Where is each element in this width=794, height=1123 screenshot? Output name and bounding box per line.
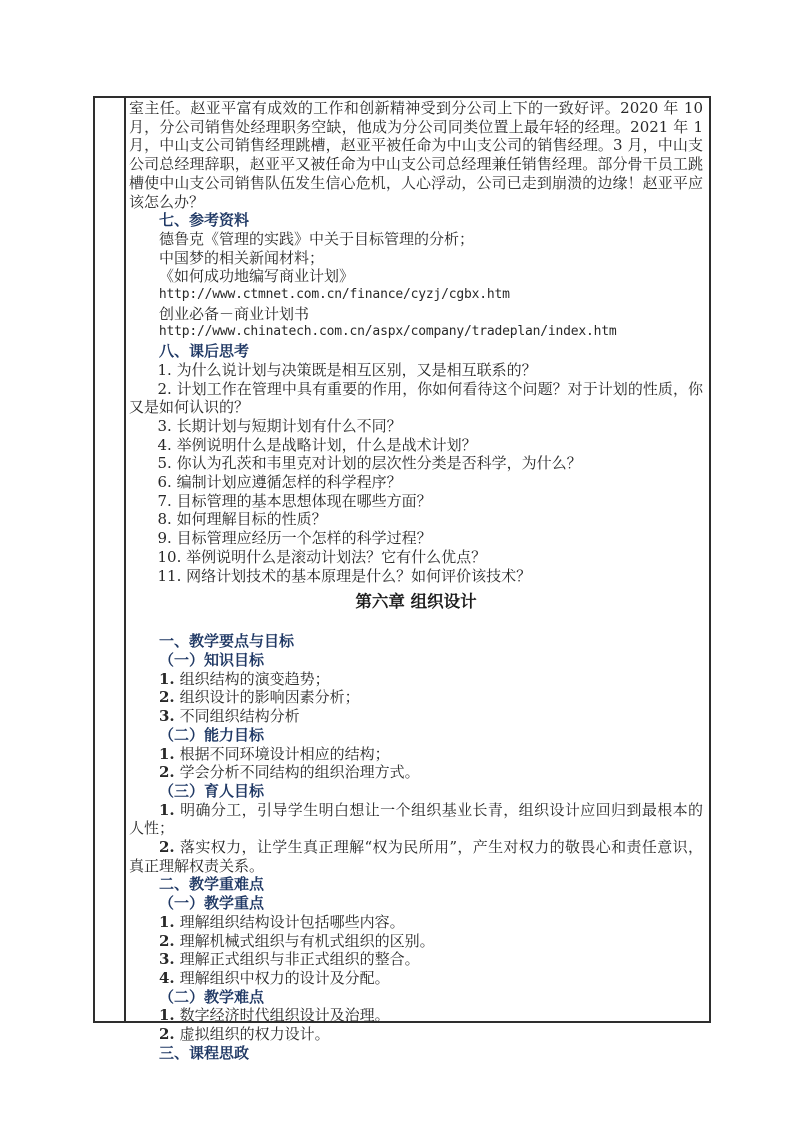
question-item: 6. 编制计划应遵循怎样的科学程序？ <box>157 473 402 492</box>
item-text: 理解组织中权力的设计及分配。 <box>179 968 390 987</box>
item-text: 落实权力，让学生真正理解“权为民所用”，产生对权力的敬畏心和责任意识，真正理解权责关系。 <box>129 838 703 875</box>
ability-goal-item <box>129 745 703 764</box>
knowledge-goal-item <box>129 707 703 726</box>
section-heading-key-difficult-points: 二、教学重难点 <box>159 875 265 894</box>
reference-line: 德鲁克《管理的实践》中关于目标管理的分析； <box>159 229 475 248</box>
ability-goal-item <box>129 763 703 782</box>
reference-url: http://www.chinatech.com.cn/aspx/company/tradeplan/index.htm <box>158 324 617 340</box>
item-text: 理解正式组织与非正式组织的整合。 <box>179 950 420 969</box>
subsection-heading-ability-goals: （二）能力目标 <box>159 725 265 744</box>
table-content-cell <box>126 98 709 1062</box>
section-heading-after-class-questions: 八、课后思考 <box>159 342 250 361</box>
item-text: 学会分析不同结构的组织治理方式。 <box>179 763 420 782</box>
reference-url: http://www.ctmnet.com.cn/finance/cyzj/cgbx.htm <box>158 287 510 303</box>
knowledge-goal-item <box>129 688 703 707</box>
item-text: 根据不同环境设计相应的结构； <box>179 744 390 763</box>
moral-goal-item <box>129 801 703 838</box>
question-item: 9. 目标管理应经历一个怎样的科学过程？ <box>157 529 432 548</box>
item-text: 不同组织结构分析 <box>179 707 300 726</box>
chapter-title: 第六章 组织设计 <box>355 592 477 612</box>
question-item: 5. 你认为孔茨和韦里克对计划的层次性分类是否科学，为什么？ <box>157 454 582 473</box>
key-point-item <box>129 932 703 951</box>
item-number: 2. <box>159 763 175 782</box>
reference-line: 创业必备－商业计划书 <box>159 304 310 323</box>
item-text: 虚拟组织的权力设计。 <box>179 1025 330 1044</box>
item-text: 组织设计的影响因素分析； <box>179 688 360 707</box>
question-item: 10. 举例说明什么是滚动计划法？它有什么优点？ <box>157 547 487 566</box>
knowledge-goal-item <box>129 670 703 689</box>
question-item: 4. 举例说明什么是战略计划，什么是战术计划？ <box>157 435 477 454</box>
item-text: 理解组织结构设计包括哪些内容。 <box>179 912 405 931</box>
item-text: 明确分工，引导学生明白想让一个组织基业长青，组织设计应回归到最根本的人性； <box>129 800 703 838</box>
question-item: 2. 计划工作在管理中具有重要的作用，你如何看待这个问题？对于计划的性质，你又是如何认识的？ <box>129 379 703 417</box>
subsection-heading-key-points: （一）教学重点 <box>159 894 265 913</box>
section-heading-references: 七、参考资料 <box>159 211 250 230</box>
question-item: 3. 长期计划与短期计划有什么不同？ <box>157 416 402 435</box>
item-number: 3. <box>159 950 175 969</box>
difficult-point-item <box>129 1006 703 1025</box>
difficult-point-item <box>129 1025 703 1044</box>
item-number: 2. <box>159 838 175 857</box>
key-point-item <box>129 950 703 969</box>
subsection-heading-difficult-points: （二）教学难点 <box>159 987 265 1006</box>
key-point-item <box>129 913 703 932</box>
item-text: 理解机械式组织与有机式组织的区别。 <box>179 931 435 950</box>
item-text: 数字经济时代组织设计及治理。 <box>179 1006 390 1025</box>
moral-goal-item <box>129 838 703 875</box>
item-number: 4. <box>159 968 175 987</box>
question-item: 1. 为什么说计划与决策既是相互区别，又是相互联系的？ <box>157 360 537 379</box>
item-number: 1. <box>159 912 175 931</box>
table-left-empty-column <box>95 98 126 1021</box>
item-number: 2. <box>159 1025 175 1044</box>
item-number: 1. <box>159 800 175 819</box>
section-heading-teaching-points: 一、教学要点与目标 <box>159 632 295 651</box>
reference-line: 中国梦的相关新闻材料； <box>159 248 325 267</box>
reference-line: 《如何成功地编写商业计划》 <box>159 267 355 286</box>
item-text: 组织结构的演变趋势； <box>179 669 330 688</box>
item-number: 1. <box>159 744 175 763</box>
subsection-heading-moral-goals: （三）育人目标 <box>159 781 265 800</box>
key-point-item <box>129 969 703 988</box>
item-number: 3. <box>159 707 175 726</box>
item-number: 2. <box>159 688 175 707</box>
question-item: 8. 如何理解目标的性质？ <box>157 510 327 529</box>
item-number: 1. <box>159 669 175 688</box>
section-heading-course-ideology: 三、课程思政 <box>159 1043 250 1062</box>
case-continuation-paragraph: 室主任。赵亚平富有成效的工作和创新精神受到分公司上下的一致好评。2020 年 10 月，分公司销售处经理职务空缺，他成为分公司同类位置上最年轻的经理。2021 年 1 月，中山支公司销售经理跳槽，赵亚平被任命为中山支公司的销售经理。3 月，中山支公司总经理辞职，赵亚平又被任命为中山支公司总经理兼任销售经理。部分骨干员工跳槽使中山支公司销售队伍发生信心危机，人心浮动，公司已走到崩溃的边缘！赵亚平应该怎么办？ <box>129 99 703 211</box>
item-number: 2. <box>159 931 175 950</box>
question-item: 7. 目标管理的基本思想体现在哪些方面？ <box>157 491 432 510</box>
lesson-plan-table <box>93 96 711 1062</box>
item-number: 1. <box>159 1006 175 1025</box>
question-item: 11. 网络计划技术的基本原理是什么？如何评价该技术？ <box>157 566 532 585</box>
subsection-heading-knowledge-goals: （一）知识目标 <box>159 650 265 669</box>
